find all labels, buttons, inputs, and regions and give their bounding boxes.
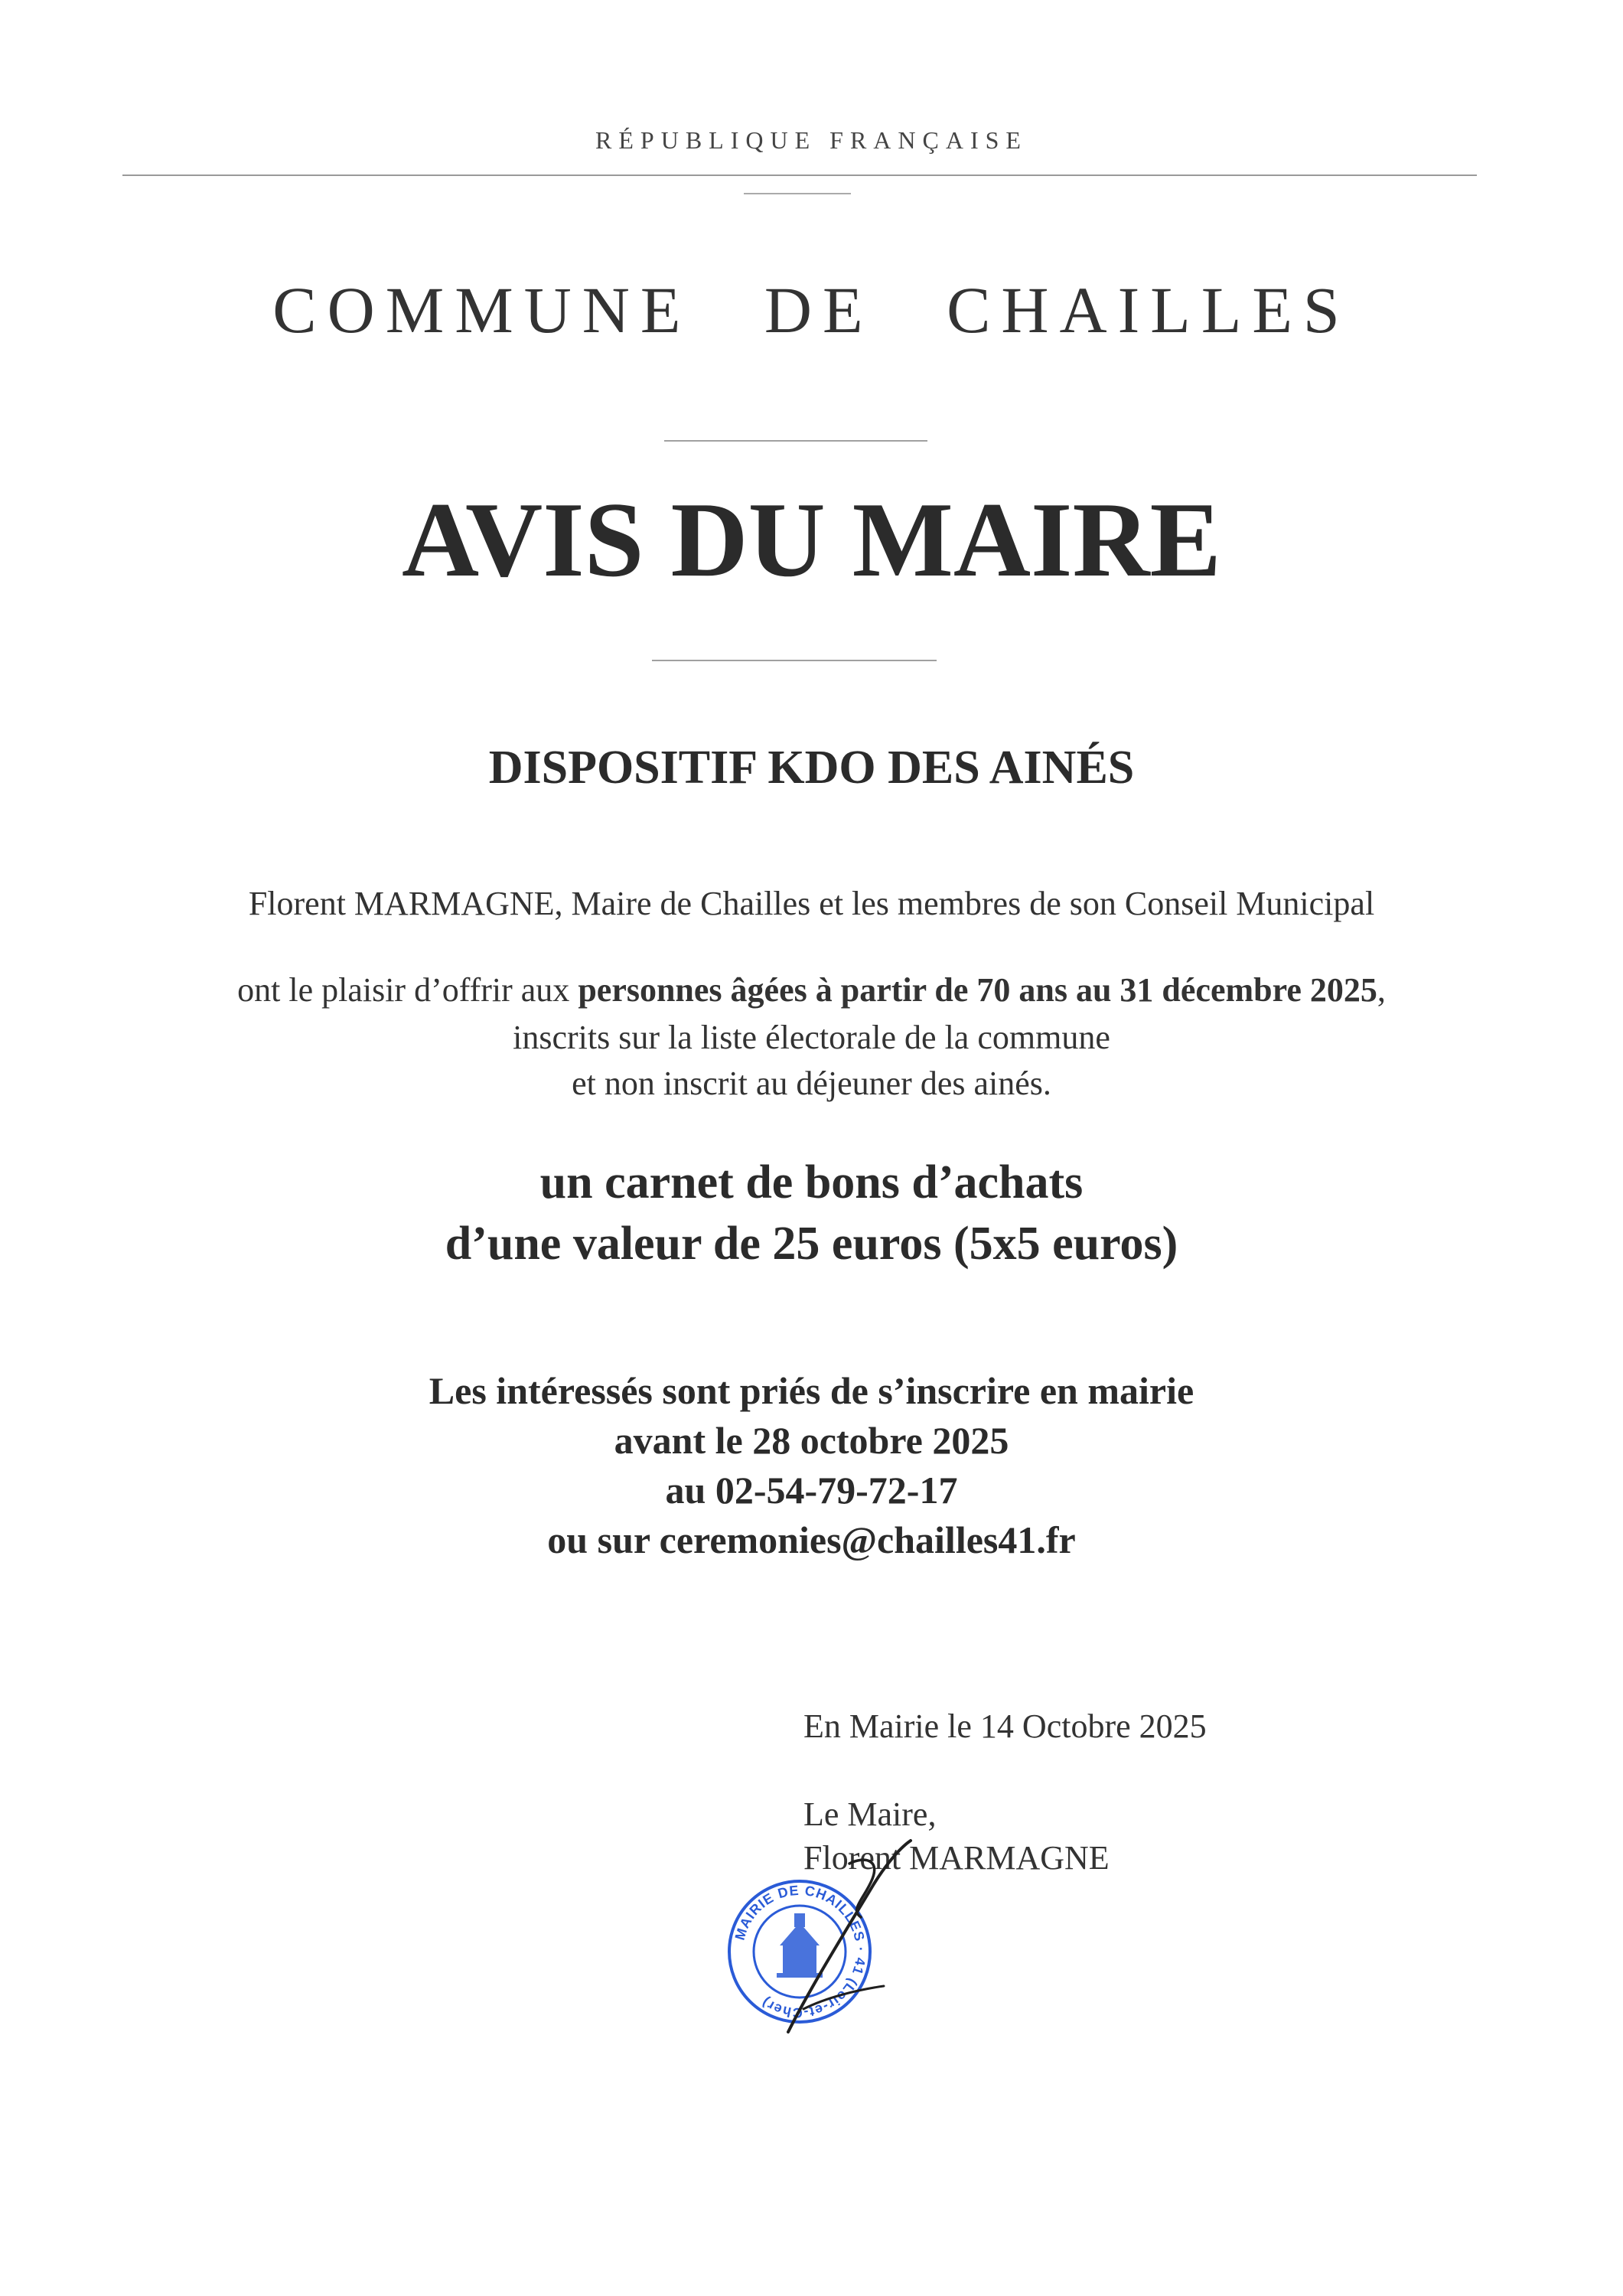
republique-header: RÉPUBLIQUE FRANÇAISE — [595, 126, 1028, 154]
body-line-2-suffix: , — [1377, 971, 1386, 1009]
registration-line-2: avant le 28 octobre 2025 — [614, 1419, 1009, 1462]
header-rule — [122, 174, 1477, 176]
body-line-4: et non inscrit au déjeuner des ainés. — [572, 1065, 1051, 1102]
offer-line-1: un carnet de bons d’achats — [539, 1156, 1084, 1208]
handwritten-signature — [758, 1833, 934, 2040]
divider-rule-2 — [652, 660, 937, 661]
offer-line-2: d’une valeur de 25 euros (5x5 euros) — [445, 1218, 1178, 1270]
signature-role: Le Maire, — [803, 1795, 937, 1833]
registration-line-1: Les intéressés sont priés de s’inscrire en mairie — [429, 1369, 1194, 1412]
body-line-3: inscrits sur la liste électorale de la commune — [513, 1019, 1110, 1056]
body-line-2 — [0, 970, 1623, 1009]
signature-date: En Mairie le 14 Octobre 2025 — [803, 1707, 1207, 1745]
stamp-text: MAIRIE DE CHAILLES · 41 (Loir-et-Cher) — [732, 1882, 869, 2021]
divider-rule-1 — [664, 440, 927, 442]
registration-line-4: ou sur ceremonies@chailles41.fr — [547, 1518, 1076, 1561]
header-short-rule — [744, 193, 851, 194]
signature-name: Florent MARMAGNE — [803, 1839, 1110, 1877]
commune-title: COMMUNE DE CHAILLES — [272, 273, 1351, 347]
subtitle: DISPOSITIF KDO DES AINÉS — [488, 742, 1135, 794]
page-title: AVIS DU MAIRE — [402, 481, 1221, 599]
registration-line-3: au 02-54-79-72-17 — [665, 1469, 958, 1512]
body-line-1: Florent MARMAGNE, Maire de Chailles et les membres de son Conseil Municipal — [248, 885, 1375, 922]
body-line-2-prefix: ont le plaisir d’offrir aux — [237, 971, 578, 1009]
body-line-2-bold: personnes âgées à partir de 70 ans au 31 décembre 2025 — [578, 971, 1377, 1009]
